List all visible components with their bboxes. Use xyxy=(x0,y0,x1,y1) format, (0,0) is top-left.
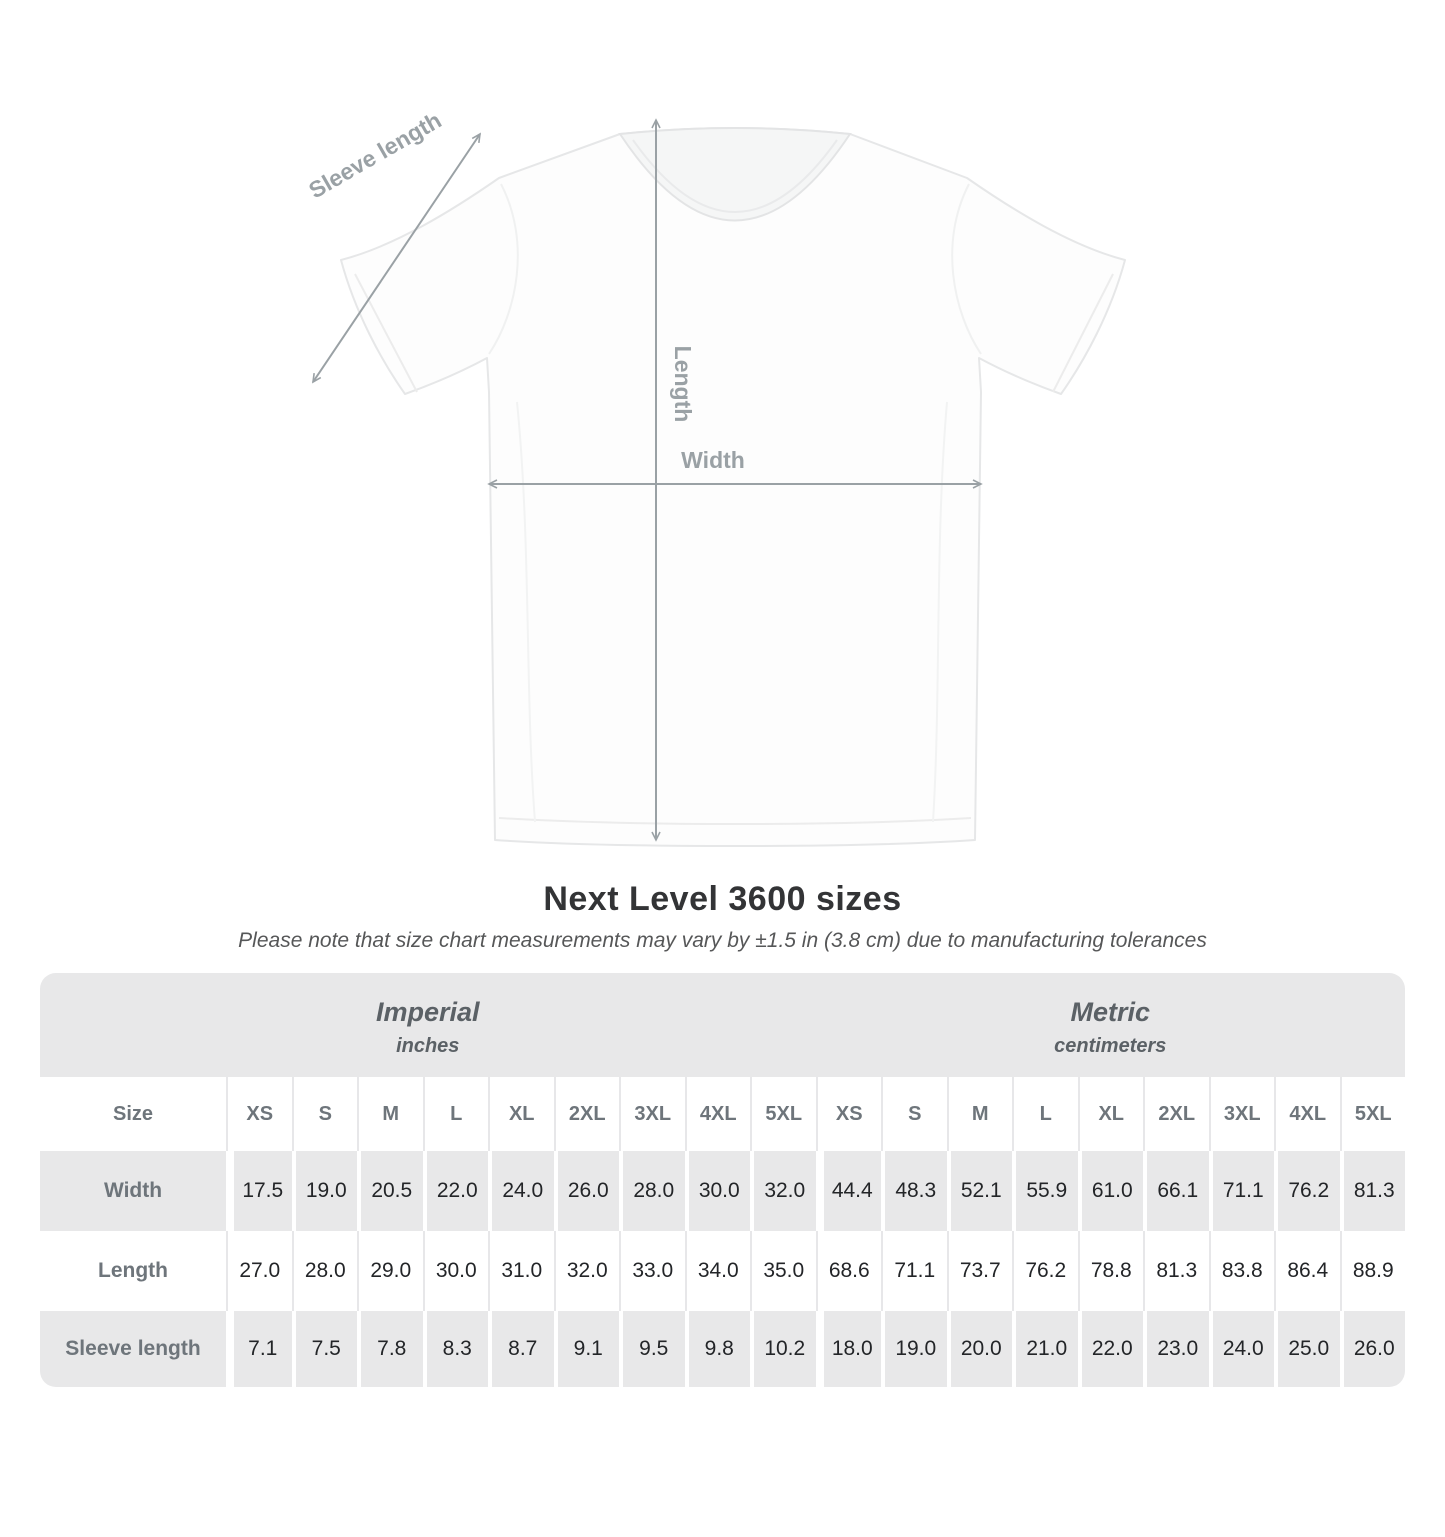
table-cell: 52.1 xyxy=(947,1151,1013,1231)
table-cell: 86.4 xyxy=(1274,1231,1340,1311)
table-cell: 20.0 xyxy=(947,1311,1013,1387)
size-header: S xyxy=(292,1077,358,1151)
table-cell: 55.9 xyxy=(1012,1151,1078,1231)
table-cell: 35.0 xyxy=(750,1231,816,1311)
table-cell: 8.7 xyxy=(488,1311,554,1387)
imperial-group-name: Imperial xyxy=(375,996,480,1027)
table-cell: 28.0 xyxy=(292,1231,358,1311)
imperial-group-header xyxy=(40,973,816,1077)
table-cell: 34.0 xyxy=(685,1231,751,1311)
table-cell: 7.8 xyxy=(357,1311,423,1387)
table-cell: 76.2 xyxy=(1012,1231,1078,1311)
table-cell: 26.0 xyxy=(1340,1311,1406,1387)
size-header: 3XL xyxy=(619,1077,685,1151)
table-cell: 48.3 xyxy=(881,1151,947,1231)
table-cell: 30.0 xyxy=(685,1151,751,1231)
size-header: 5XL xyxy=(750,1077,816,1151)
size-header: L xyxy=(1012,1077,1078,1151)
table-cell: 71.1 xyxy=(881,1231,947,1311)
table-cell: 29.0 xyxy=(357,1231,423,1311)
table-cell: 78.8 xyxy=(1078,1231,1144,1311)
metric-group-header xyxy=(816,973,1406,1077)
size-header: XL xyxy=(488,1077,554,1151)
table-cell: 19.0 xyxy=(292,1151,358,1231)
table-cell: 18.0 xyxy=(816,1311,882,1387)
length-label: Length xyxy=(669,345,696,423)
size-chart xyxy=(40,973,1405,1387)
table-cell: 66.1 xyxy=(1143,1151,1209,1231)
table-cell: 76.2 xyxy=(1274,1151,1340,1231)
table-cell: 30.0 xyxy=(423,1231,489,1311)
size-header: 4XL xyxy=(685,1077,751,1151)
table-cell: 83.8 xyxy=(1209,1231,1275,1311)
table-row-width xyxy=(40,1151,1405,1231)
table-cell: 71.1 xyxy=(1209,1151,1275,1231)
table-cell: 25.0 xyxy=(1274,1311,1340,1387)
table-cell: 7.1 xyxy=(226,1311,292,1387)
table-row-sleeve-length xyxy=(40,1311,1405,1387)
tshirt-illustration xyxy=(341,128,1125,846)
table-cell: 81.3 xyxy=(1143,1231,1209,1311)
table-cell: 32.0 xyxy=(750,1151,816,1231)
shirt-measurement-diagram xyxy=(303,92,1143,864)
size-header: L xyxy=(423,1077,489,1151)
table-cell: 32.0 xyxy=(554,1231,620,1311)
row-label-width: Width xyxy=(40,1151,226,1231)
table-cell: 7.5 xyxy=(292,1311,358,1387)
table-cell: 24.0 xyxy=(488,1151,554,1231)
table-row-length xyxy=(40,1231,1405,1311)
table-cell: 8.3 xyxy=(423,1311,489,1387)
size-header: M xyxy=(947,1077,1013,1151)
size-header: 3XL xyxy=(1209,1077,1275,1151)
imperial-group-unit: inches xyxy=(396,1034,460,1057)
table-cell: 9.1 xyxy=(554,1311,620,1387)
unit-band-row xyxy=(40,973,1405,1077)
row-label-sleeve-length: Sleeve length xyxy=(40,1311,226,1387)
size-header: XL xyxy=(1078,1077,1144,1151)
page-title: Next Level 3600 sizes xyxy=(543,880,902,918)
width-label: Width xyxy=(680,447,745,473)
size-header: 5XL xyxy=(1340,1077,1406,1151)
table-cell: 22.0 xyxy=(423,1151,489,1231)
page-subtitle: Please note that size chart measurements may vary by ±1.5 in (3.8 cm) due to manufacturing tolerances xyxy=(238,929,1207,952)
size-table xyxy=(40,973,1405,1387)
table-cell: 9.8 xyxy=(685,1311,751,1387)
table-cell: 27.0 xyxy=(226,1231,292,1311)
table-cell: 24.0 xyxy=(1209,1311,1275,1387)
size-header: XS xyxy=(816,1077,882,1151)
table-cell: 33.0 xyxy=(619,1231,685,1311)
table-cell: 28.0 xyxy=(619,1151,685,1231)
table-cell: 73.7 xyxy=(947,1231,1013,1311)
table-cell: 44.4 xyxy=(816,1151,882,1231)
table-cell: 26.0 xyxy=(554,1151,620,1231)
table-cell: 23.0 xyxy=(1143,1311,1209,1387)
metric-group-unit: centimeters xyxy=(1054,1034,1167,1057)
size-header: M xyxy=(357,1077,423,1151)
metric-group-name: Metric xyxy=(1070,996,1151,1027)
size-header: 2XL xyxy=(554,1077,620,1151)
table-cell: 88.9 xyxy=(1340,1231,1406,1311)
size-header: XS xyxy=(226,1077,292,1151)
sleeve-length-label: Sleeve length xyxy=(303,106,446,204)
table-cell: 9.5 xyxy=(619,1311,685,1387)
table-cell: 61.0 xyxy=(1078,1151,1144,1231)
tshirt-outline xyxy=(341,128,1125,846)
size-header-row xyxy=(40,1077,1405,1151)
table-cell: 17.5 xyxy=(226,1151,292,1231)
table-cell: 68.6 xyxy=(816,1231,882,1311)
table-cell: 81.3 xyxy=(1340,1151,1406,1231)
size-column-label: Size xyxy=(40,1077,226,1151)
table-cell: 20.5 xyxy=(357,1151,423,1231)
table-cell: 31.0 xyxy=(488,1231,554,1311)
table-cell: 22.0 xyxy=(1078,1311,1144,1387)
table-cell: 10.2 xyxy=(750,1311,816,1387)
table-cell: 21.0 xyxy=(1012,1311,1078,1387)
table-cell: 19.0 xyxy=(881,1311,947,1387)
size-header: 2XL xyxy=(1143,1077,1209,1151)
row-label-length: Length xyxy=(40,1231,226,1311)
size-header: S xyxy=(881,1077,947,1151)
size-header: 4XL xyxy=(1274,1077,1340,1151)
